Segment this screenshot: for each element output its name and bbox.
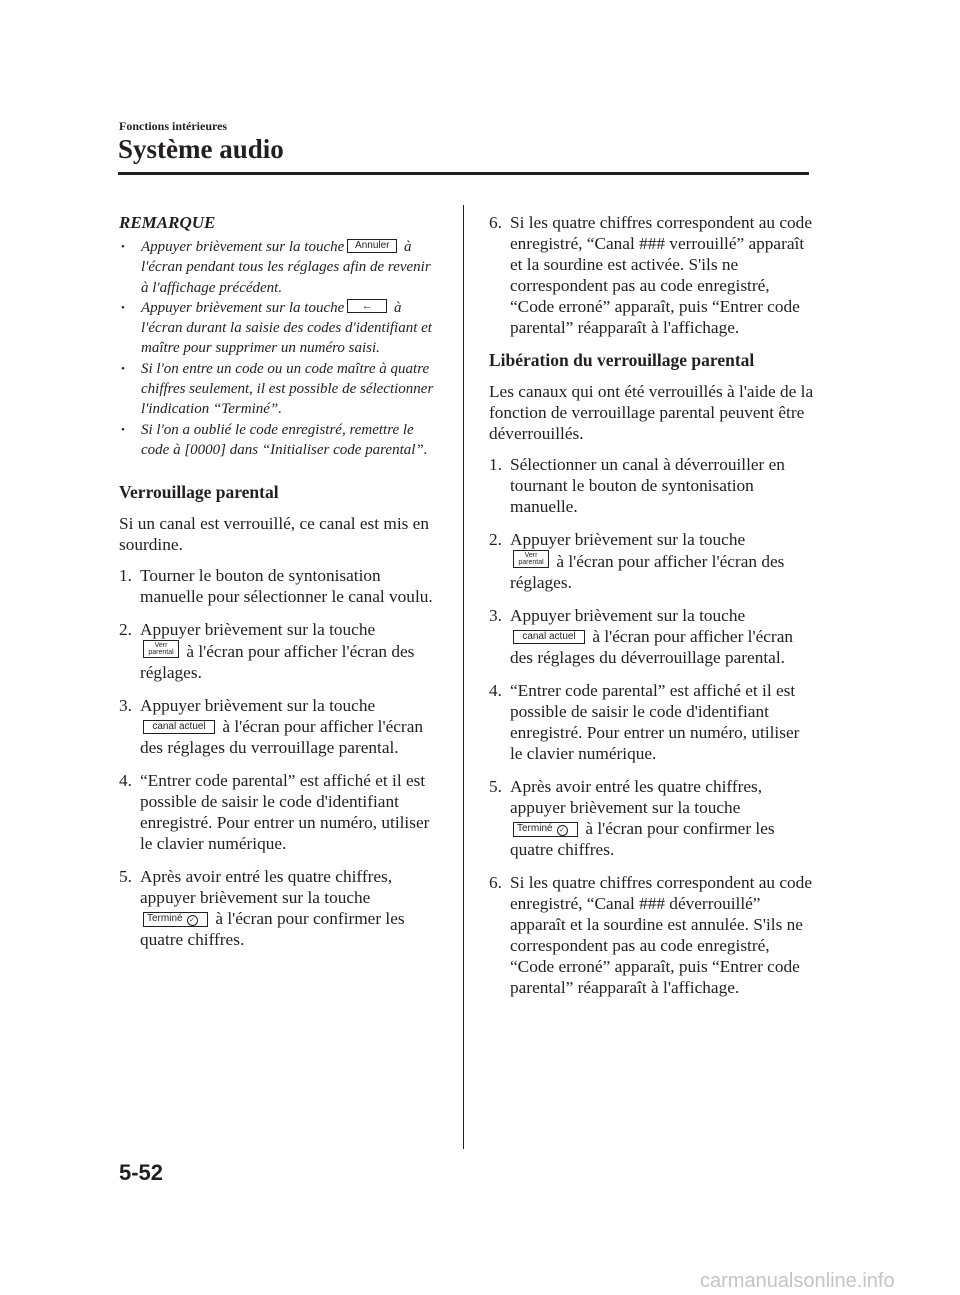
step-text: à l'écran pour afficher l'écran des réglages du verrouillage parental. [140, 717, 424, 758]
left-column [119, 212, 439, 962]
note-item [119, 237, 439, 298]
step-text: “Entrer code parental” est affiché et il est possible de saisir le code d'identifiant enregistré. Pour entrer un numéro, utiliser le clavier numérique. [140, 771, 430, 854]
page-title: Système audio [118, 134, 284, 164]
bullet-icon: • [121, 362, 125, 375]
step-number: 5. [489, 777, 502, 796]
step-item [489, 529, 814, 593]
column-divider [463, 205, 464, 1149]
note-heading: REMARQUE [119, 213, 216, 232]
annuler-button[interactable]: Annuler [347, 239, 397, 253]
step-text: Si les quatre chiffres correspondent au code enregistré, “Canal ### déverrouillé” apparaît et la sourdine est annulée. S'ils ne correspondent pas au code enregistré, “Code erroné” apparaît, puis “Entrer code parental” réapparaît à l'affichage. [510, 873, 812, 997]
step-text: à l'écran pour confirmer les quatre chiffres. [510, 819, 775, 859]
note-text: Si l'on entre un code ou un code maître à quatre chiffres seulement, il est possible de sélectionner l'indication “Terminé”. [141, 360, 434, 418]
step-item [119, 695, 439, 758]
right-column [489, 212, 814, 1010]
button-label: parental [518, 559, 544, 566]
termine-button[interactable] [513, 822, 578, 837]
step-text: Appuyer brièvement sur la touche [140, 696, 376, 716]
watermark: carmanualsonline.info [700, 1270, 895, 1292]
lock-steps-continued [489, 212, 814, 338]
step-item [119, 619, 439, 683]
bullet-icon: • [121, 301, 125, 314]
step-item [489, 776, 814, 860]
note-list [119, 237, 439, 460]
step-number: 3. [119, 696, 132, 716]
button-label: Terminé [517, 823, 553, 834]
lock-steps [119, 565, 439, 950]
back-arrow-button[interactable]: ← [347, 299, 387, 313]
step-number: 3. [489, 606, 502, 625]
lock-intro: Si un canal est verrouillé, ce canal est mis en sourdine. [119, 514, 429, 555]
note-item [119, 420, 439, 461]
canal-actuel-button[interactable]: canal actuel [513, 630, 585, 644]
step-text: à l'écran pour afficher l'écran des réglages. [140, 642, 415, 683]
step-number: 5. [119, 867, 132, 887]
note-item [119, 359, 439, 420]
section-label: Fonctions intérieures [119, 119, 228, 133]
step-text: Après avoir entré les quatre chiffres, appuyer brièvement sur la touche [140, 867, 393, 908]
note-text: à l'écran pendant tous les réglages afin de revenir à l'affichage précédent. [141, 239, 431, 296]
step-item [489, 212, 814, 338]
title-rule [118, 172, 809, 175]
check-icon: ✓ [187, 915, 198, 926]
step-text: Appuyer brièvement sur la touche [510, 606, 746, 625]
step-number: 1. [119, 566, 132, 586]
canal-actuel-button[interactable]: canal actuel [143, 720, 215, 734]
step-item [489, 680, 814, 764]
button-label: Verr [154, 642, 168, 650]
button-label: Terminé [147, 913, 183, 925]
note-text: Si l'on a oublié le code enregistré, remettre le code à [0000] dans “Initialiser code parental”. [141, 421, 428, 458]
step-text: à l'écran pour afficher l'écran des réglages. [510, 552, 785, 592]
step-text: Sélectionner un canal à déverrouiller en tournant le bouton de syntonisation manuelle. [510, 455, 785, 516]
step-number: 6. [489, 873, 502, 892]
step-item [119, 770, 439, 854]
step-text: Appuyer brièvement sur la touche [510, 530, 746, 549]
step-text: Après avoir entré les quatre chiffres, appuyer brièvement sur la touche [510, 777, 763, 817]
note-text: Appuyer brièvement sur la touche [141, 239, 345, 255]
step-text: Appuyer brièvement sur la touche [140, 620, 376, 640]
note-text: à l'écran durant la saisie des codes d'identifiant et maître pour supprimer un numéro saisi. [141, 299, 432, 357]
step-text: “Entrer code parental” est affiché et il est possible de saisir le code d'identifiant enregistré. Pour entrer un numéro, utiliser le clavier numérique. [510, 681, 800, 763]
bullet-icon: • [121, 241, 125, 253]
step-text: à l'écran pour confirmer les quatre chiffres. [140, 909, 405, 950]
check-icon: ✓ [557, 825, 568, 836]
note-text: Appuyer brièvement sur la touche [141, 299, 345, 316]
step-number: 2. [119, 620, 132, 640]
bullet-icon: • [121, 423, 125, 436]
step-number: 1. [489, 455, 502, 474]
verr-parental-button[interactable] [143, 640, 179, 658]
button-label: parental [148, 649, 174, 657]
step-item [489, 454, 814, 517]
step-number: 2. [489, 530, 502, 549]
termine-button[interactable] [143, 912, 208, 927]
unlock-intro: Les canaux qui ont été verrouillés à l'aide de la fonction de verrouillage parental peuvent être déverrouillés. [489, 382, 814, 443]
unlock-steps [489, 454, 814, 998]
note-item [119, 298, 439, 359]
verr-parental-button[interactable] [513, 550, 549, 568]
step-number: 6. [489, 213, 502, 232]
step-number: 4. [489, 681, 502, 700]
step-number: 4. [119, 771, 132, 791]
lock-heading: Verrouillage parental [119, 482, 279, 503]
step-item [489, 605, 814, 668]
unlock-heading: Libération du verrouillage parental [489, 350, 755, 370]
step-item [119, 565, 439, 607]
button-label: Verr [524, 552, 538, 559]
step-text: Tourner le bouton de syntonisation manuelle pour sélectionner le canal voulu. [140, 566, 433, 607]
step-text: Si les quatre chiffres correspondent au code enregistré, “Canal ### verrouillé” apparaît et la sourdine est activée. S'ils ne correspondent pas au code enregistré, “Code erroné” apparaît, puis “Entrer code parental” réapparaît à l'affichage. [510, 213, 812, 337]
step-item [489, 872, 814, 998]
page-number: 5-52 [119, 1160, 164, 1185]
step-text: à l'écran pour afficher l'écran des réglages du déverrouillage parental. [510, 627, 794, 667]
step-item [119, 866, 439, 950]
